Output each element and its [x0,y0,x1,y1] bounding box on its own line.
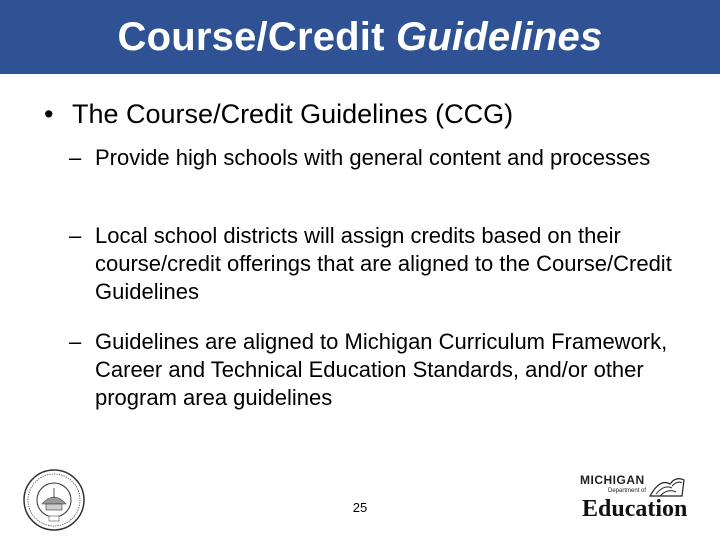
dash-marker: – [69,145,82,170]
logo-education-text: Education [582,496,688,522]
sub-bullet-text: Local school districts will assign credits based on their course/credit offerings that are aligned to the Course/Credit Guidelines [95,223,672,304]
sub-bullet-text: Provide high schools with general content and processes [95,145,651,170]
slide-title-italic: Guidelines [395,14,603,59]
state-board-seal-icon [22,468,86,532]
logo-state-text: MICHIGAN [580,473,645,487]
sub-bullet-text: Guidelines are aligned to Michigan Curriculum Framework, Career and Technical Education Standards, and/or other program area guidelines [95,329,668,410]
michigan-education-logo [578,473,688,525]
main-bullet-text: The Course/Credit Guidelines (CCG) [72,99,514,129]
slide-title-plain: Course/Credit [117,14,396,59]
bullet-dot: • [44,99,54,129]
sub-bullet-2 [69,222,689,306]
sub-bullet-1 [69,144,689,172]
logo-dept-text: Department of [608,488,647,494]
dash-marker: – [69,223,82,248]
sub-bullet-3 [69,328,689,412]
page-number: 25 [352,500,368,515]
dash-marker: – [69,329,82,354]
